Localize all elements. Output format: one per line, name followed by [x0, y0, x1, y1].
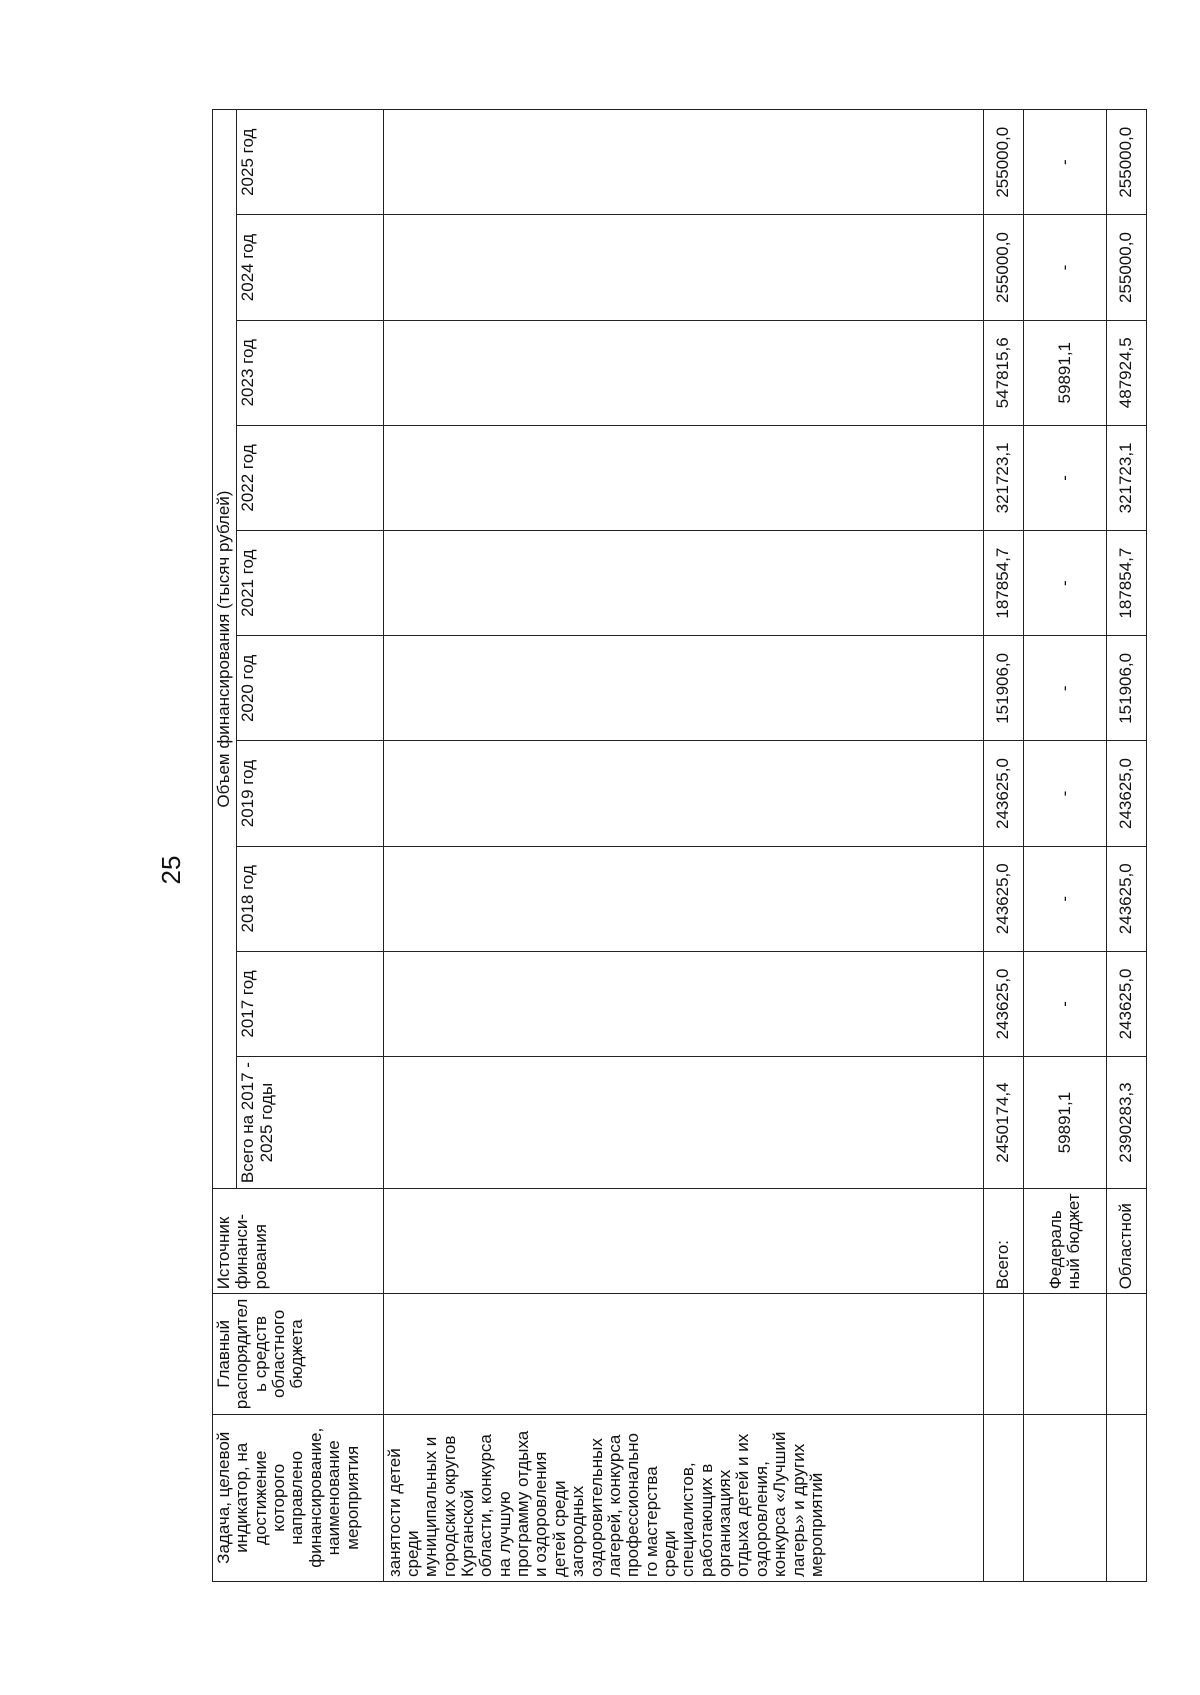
page-number: 25 — [156, 855, 186, 885]
cell-value: 243625,0 — [984, 846, 1024, 951]
cell-value: 547815,6 — [984, 320, 1024, 425]
table-row — [383, 110, 983, 1582]
row-source: Федераль ный бюджет — [1023, 1189, 1107, 1294]
cell-value: 243625,0 — [1107, 741, 1147, 846]
header-year: 2022 год — [237, 425, 383, 530]
header-volume-group: Объем финансирования (тысяч рублей) — [213, 110, 237, 1189]
cell-value: 187854,7 — [1107, 531, 1147, 636]
cell-value: - — [1023, 741, 1107, 846]
cell-value: - — [1023, 636, 1107, 741]
cell-value: 321723,1 — [984, 425, 1024, 530]
table-row — [984, 110, 1024, 1582]
header-total: Всего на 2017 - 2025 годы — [237, 1057, 383, 1189]
row-total: 2450174,4 — [984, 1057, 1024, 1189]
cell-value: - — [1023, 110, 1107, 215]
row-total: 59891,1 — [1023, 1057, 1107, 1189]
header-year: 2019 год — [237, 741, 383, 846]
table-row — [1023, 110, 1107, 1582]
cell-value: 243625,0 — [1107, 846, 1147, 951]
cell-value: 255000,0 — [984, 215, 1024, 320]
cell-value: 151906,0 — [984, 636, 1024, 741]
header-year: 2020 год — [237, 636, 383, 741]
cell-value: - — [1023, 425, 1107, 530]
cell-value: - — [1023, 531, 1107, 636]
cell-value: 243625,0 — [984, 951, 1024, 1056]
header-year: 2018 год — [237, 846, 383, 951]
cell-value: 487924,5 — [1107, 320, 1147, 425]
measure-description: занятости детей среди муниципальных и городских округов Курганской области, конкурса на лучшую программу отдыха и оздоровления детей среди загородных оздоровительных лагерей, конкурса профессионально го мастерства среди специалистов, работающих в организациях отдыха детей и их оздоровления, конкурса «Лучший лагерь» и других мероприятий — [383, 1414, 983, 1581]
cell-value: - — [1023, 846, 1107, 951]
cell-value: 255000,0 — [984, 110, 1024, 215]
header-source: Источник финанси-рования — [213, 1189, 384, 1294]
rotated-page — [212, 109, 1147, 1582]
cell-value: 243625,0 — [1107, 951, 1147, 1056]
cell-value: 255000,0 — [1107, 110, 1147, 215]
cell-value: 255000,0 — [1107, 215, 1147, 320]
row-source: Областной — [1107, 1189, 1147, 1294]
cell-value: - — [1023, 951, 1107, 1056]
cell-value: - — [1023, 215, 1107, 320]
header-year: 2025 год — [237, 110, 383, 215]
table-row — [1107, 110, 1147, 1582]
header-year: 2024 год — [237, 215, 383, 320]
cell-value: 59891,1 — [1023, 320, 1107, 425]
cell-value: 243625,0 — [984, 741, 1024, 846]
header-year: 2023 год — [237, 320, 383, 425]
cell-value: 151906,0 — [1107, 636, 1147, 741]
header-distributor: Главный распорядитель средств областного бюджета — [213, 1294, 384, 1414]
header-task: Задача, целевой индикатор, на достижение которого направлено финансирование, наименование мероприятия — [213, 1414, 384, 1581]
financing-table — [212, 109, 1147, 1582]
cell-value: 321723,1 — [1107, 425, 1147, 530]
header-year: 2021 год — [237, 531, 383, 636]
row-total: 2390283,3 — [1107, 1057, 1147, 1189]
header-year: 2017 год — [237, 951, 383, 1056]
cell-value: 187854,7 — [984, 531, 1024, 636]
row-source: Всего: — [984, 1189, 1024, 1294]
